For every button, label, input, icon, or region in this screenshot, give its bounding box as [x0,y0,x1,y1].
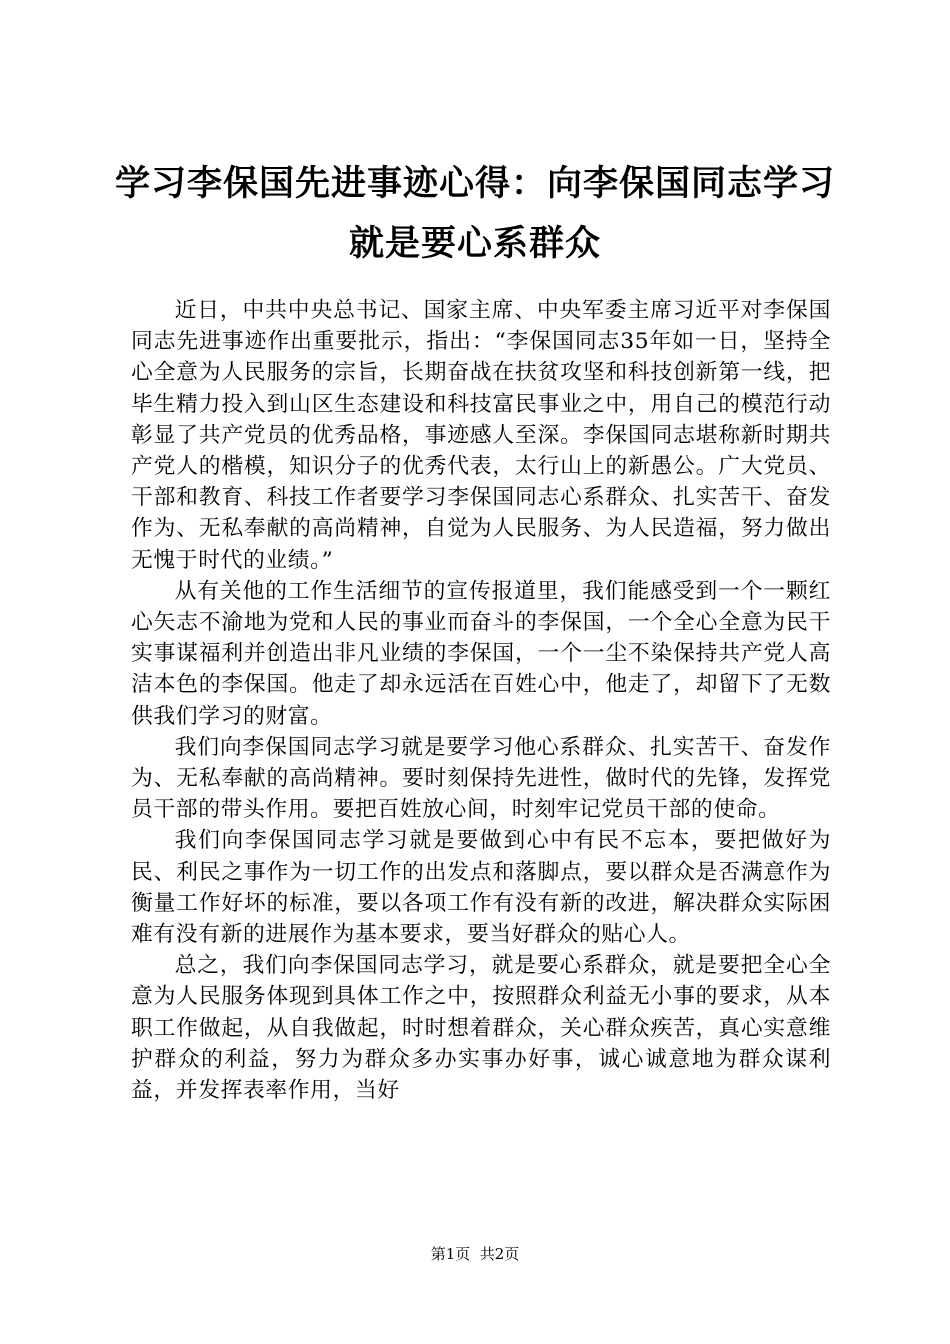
paragraph-3: 我们向李保国同志学习就是要学习他心系群众、扎实苦干、奋发作为、无私奉献的高尚精神。要时刻保持先进性，做时代的先锋，发挥党员干部的带头作用。要把百姓放心间，时刻牢记党员干部的使命。 [131,734,831,823]
document-body [131,295,831,1106]
page-number-label: 第1页 共2页 [430,1245,520,1263]
paragraph-5: 总之，我们向李保国同志学习，就是要心系群众，就是要把全心全意为人民服务体现到具体工作之中，按照群众利益无小事的要求，从本职工作做起，从自我做起，时时想着群众，关心群众疾苦，真心实意维护群众的利益，努力为群众多办实事办好事，诚心诚意地为群众谋利益，并发挥表率作用，当好 [131,953,831,1104]
page-footer [0,1244,950,1264]
paragraph-2: 从有关他的工作生活细节的宣传报道里，我们能感受到一个一颗红心矢志不渝地为党和人民的事业而奋斗的李保国，一个全心全意为民干实事谋福利并创造出非凡业绩的李保国，一个一尘不染保持共产党人高洁本色的李保国。他走了却永远活在百姓心中，他走了，却留下了无数供我们学习的财富。 [131,578,831,729]
paragraph-4: 我们向李保国同志学习就是要做到心中有民不忘本，要把做好为民、利民之事作为一切工作的出发点和落脚点，要以群众是否满意作为衡量工作好坏的标准，要以各项工作有没有新的改进，解决群众实际困难有没有新的进展作为基本要求，要当好群众的贴心人。 [131,828,831,948]
document-title-line-2: 就是要心系群众 [348,223,601,264]
paragraph-1: 近日，中共中央总书记、国家主席、中央军委主席习近平对李保国同志先进事迹作出重要批示，指出：“李保国同志35年如一日，坚持全心全意为人民服务的宗旨，长期奋战在扶贫攻坚和科技创新第一线，把毕生精力投入到山区生态建设和科技富民事业之中，用自己的模范行动彰显了共产党员的优秀品格，事迹感人至深。李保国同志堪称新时期共产党人的楷模，知识分子的优秀代表，太行山上的新愚公。广大党员、干部和教育、科技工作者要学习李保国同志心系群众、扎实苦干、奋发作为、无私奉献的高尚精神，自觉为人民服务、为人民造福，努力做出无愧于时代的业绩。” [131,298,831,573]
document-title-line-1: 学习李保国先进事迹心得：向李保国同志学习 [114,163,835,204]
